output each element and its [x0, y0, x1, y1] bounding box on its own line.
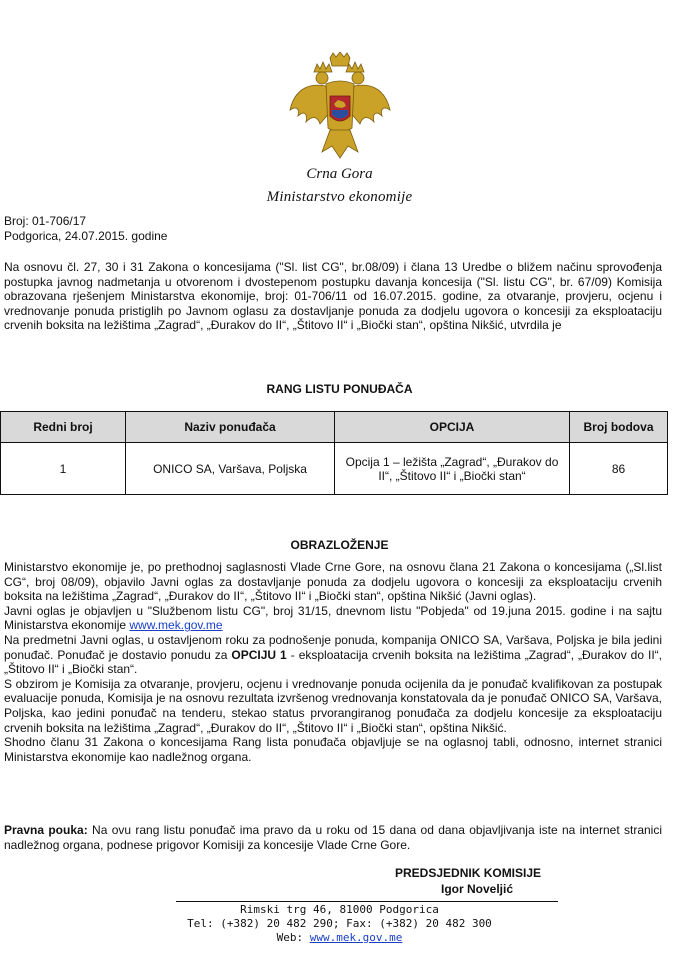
- intro-paragraph: Na osnovu čl. 27, 30 i 31 Zakona o koncesijama ("Sl. list CG", br.08/09) i člana 13 Uredbe o bližem načinu sprovođenja postupka javnog nadmetanja u otvorenom i dvostepenom postupku davanja koncesija ("Sl. listu CG", br. 67/09) Komisija obrazovana rješenjem Ministarstva ekonomije, broj: 01-706/11 od 16.07.2015. godine, za otvaranje, provjeru, ocjenu i vrednovanje ponuda pristiglih po Javnom oglasu za dostavljanje ponuda za dodjelu ugovora o koncesiji za eksploataciju crvenih boksita na ležištima „Zagrad“, „Đurakov do II“, „Štitovo II“ i „Biočki stan“, opština Nikšić, utvrdila je: [4, 260, 662, 333]
- legal-remedy-label: Pravna pouka:: [4, 823, 88, 837]
- document-meta: [4, 214, 404, 243]
- ministry-name: Ministarstvo ekonomije: [266, 189, 413, 205]
- reasoning-body: [4, 560, 662, 764]
- reasoning-paragraph-3: Na predmetni Javni oglas, u ostavljenom roku za podnošenje ponuda, kompanija ONICO SA, Varšava, Poljska je bila jedini ponuđač. Ponuđač je dostavio ponudu za OPCIJU 1 - eksploatacija crvenih boksita na ležištima „Zagrad“, „Đurakov do II“, „Štitovo II“ i „Biočki stan“.: [4, 632, 663, 677]
- document-place-date: Podgorica, 24.07.2015. godine: [4, 228, 168, 243]
- column-header-rank: Redni broj: [1, 412, 126, 443]
- legal-remedy: [4, 823, 662, 852]
- column-header-option: OPCIJA: [335, 412, 570, 443]
- ranking-table: [0, 411, 668, 495]
- cell-option: Opcija 1 – ležišta „Zagrad“, „Đurakov do II“, „Štitovo II“ i „Biočki stan“: [335, 443, 570, 495]
- cell-points: 86: [570, 443, 668, 495]
- reasoning-paragraph-5: Shodno članu 31 Zakona o koncesijama Rang lista ponuđača objavljuje se na oglasnoj tabli, odnosno, internet stranici Ministarstva ekonomije kao nadležnog organa.: [4, 735, 662, 764]
- cell-bidder: ONICO SA, Varšava, Poljska: [126, 443, 335, 495]
- coat-of-arms-icon: [286, 52, 394, 164]
- reasoning-title: OBRAZLOŽENJE: [290, 538, 389, 552]
- rank-list-title: RANG LISTU PONUĐAČA: [266, 382, 413, 396]
- footer-divider: [176, 901, 558, 902]
- document-number: Broj: 01-706/17: [4, 214, 87, 228]
- column-header-points: Broj bodova: [570, 412, 668, 443]
- cell-rank: 1: [1, 443, 126, 495]
- signatory-role: PREDSJEDNIK KOMISIJE: [395, 866, 542, 880]
- country-name: Crna Gora: [306, 166, 373, 182]
- reasoning-paragraph-4: S obzirom je Komisija za otvaranje, provjeru, ocjenu i vrednovanje ponuda ocijenila da je ponuđač kvalifikovan za postupak evaluacije ponuda, Komisija je na osnovu rezultata izvršenog vrednovanja konstatovala da je ponuđač ONICO SA, Varšava, Poljska, kao jedini ponuđač na tenderu, stekao status prvorangiranog ponuđača za dodjelu koncesije za eksploataciju crvenih boksita na ležištima „Zagrad“, „Đurakov do II“, „Štitovo II“ i „Biočki stan“, opština Nikšić.: [4, 676, 662, 735]
- reasoning-paragraph-2: Javni oglas je objavljen u "Službenom listu CG", broj 31/15, dnevnom listu "Pobjeda" od 19.juna 2015. godine i na sajtu Ministarstva ekonomije www.mek.gov.me: [4, 603, 662, 633]
- footer-phone: Tel: (+382) 20 482 290; Fax: (+382) 20 482 300: [187, 917, 492, 930]
- column-header-bidder: Naziv ponuđača: [126, 412, 335, 443]
- reasoning-paragraph-1: Ministarstvo ekonomije je, po prethodnoj saglasnosti Vlade Crne Gore, na osnovu člana 21 Zakona o koncesijama („Sl.list CG“, broj 08/09), objavilo Javni oglas za dostavljanje ponuda za dodjelu ugovora o koncesiji za eksploataciju crvenih boksita na ležištima „Zagrad“, „Đurakov do II“, „Štitovo II“ i „Biočki stan“, opština Nikšić (Javni oglas).: [4, 560, 662, 604]
- footer-website-link[interactable]: www.mek.gov.me: [309, 931, 403, 944]
- footer-web: Web: www.mek.gov.me: [276, 931, 403, 944]
- ministry-website-link[interactable]: www.mek.gov.me: [129, 618, 223, 633]
- footer-address: Rimski trg 46, 81000 Podgorica: [240, 903, 439, 916]
- table-row: [1, 443, 668, 495]
- legal-remedy-text: Na ovu rang listu ponuđač ima pravo da u roku od 15 dana od dana objavljivanja iste na internet stranici nadležnog organa, podnese prigovor Komisiji za koncesije Vlade Crne Gore.: [4, 823, 662, 852]
- signatory-name: Igor Noveljić: [441, 882, 514, 896]
- table-header-row: [1, 412, 668, 443]
